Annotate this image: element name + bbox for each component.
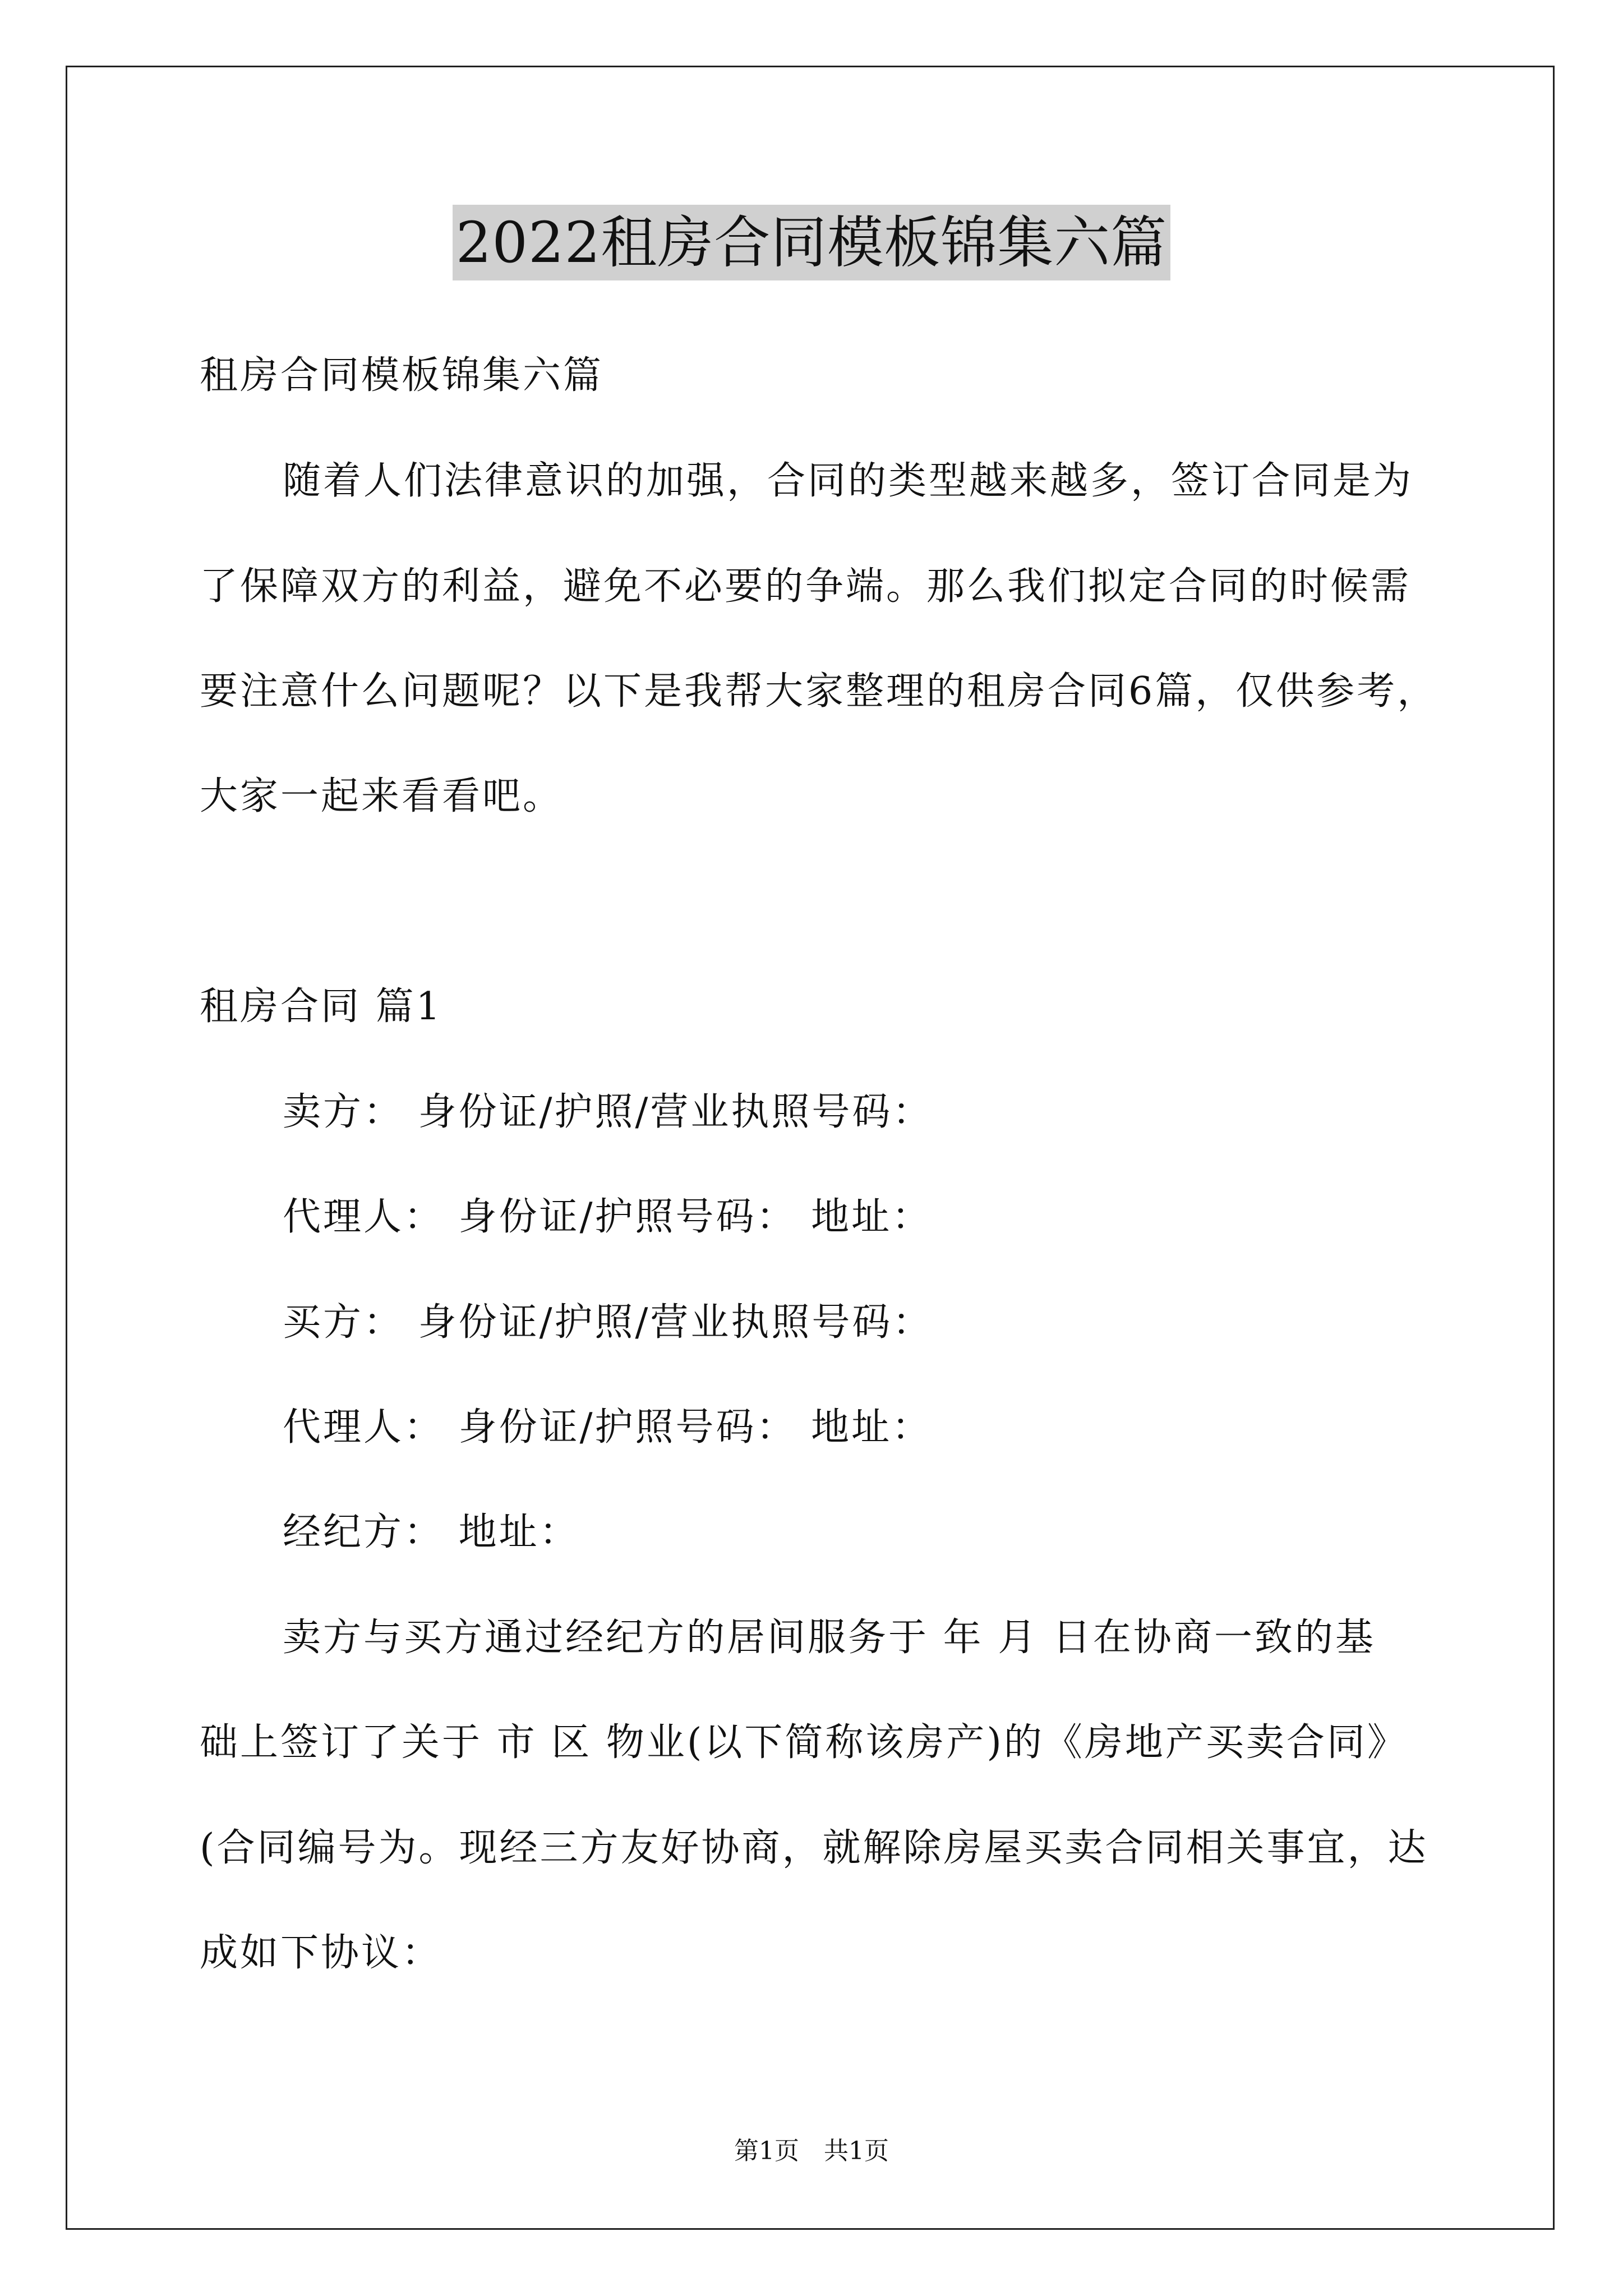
body-line-2: 础上签订了关于 市 区 物业(以下简称该房产)的《房地产买卖合同》: [200, 1720, 1408, 1765]
intro-line-1: 随着人们法律意识的加强，合同的类型越来越多，签订合同是为: [283, 459, 1414, 503]
party-line-seller-agent: 代理人： 身份证/护照号码： 地址：: [283, 1195, 933, 1239]
body-line-4: 成如下协议：: [200, 1931, 442, 1975]
party-line-seller: 卖方： 身份证/护照/营业执照号码：: [283, 1090, 933, 1134]
intro-line-2: 了保障双方的利益，避免不必要的争端。那么我们拟定合同的时候需: [200, 564, 1412, 609]
document-subtitle: 租房合同模板锦集六篇: [200, 353, 604, 398]
body-line-3: (合同编号为。现经三方友好协商，就解除房屋买卖合同相关事宜，达: [200, 1826, 1428, 1870]
party-line-broker: 经纪方： 地址：: [283, 1510, 580, 1554]
title-wrap: [0, 205, 1623, 280]
party-line-buyer: 买方： 身份证/护照/营业执照号码：: [283, 1300, 933, 1345]
section-heading: 租房合同 篇1: [200, 984, 442, 1029]
body-line-1: 卖方与买方通过经纪方的居间服务于 年 月 日在协商一致的基: [283, 1616, 1376, 1660]
intro-line-3: 要注意什么问题呢？以下是我帮大家整理的租房合同6篇，仅供参考，: [200, 669, 1438, 714]
document-title: 2022租房合同模板锦集六篇: [453, 205, 1171, 280]
intro-line-4: 大家一起来看看吧。: [200, 774, 564, 818]
party-line-buyer-agent: 代理人： 身份证/护照号码： 地址：: [283, 1405, 933, 1450]
page-footer: 第1页 共1页: [734, 2137, 889, 2165]
